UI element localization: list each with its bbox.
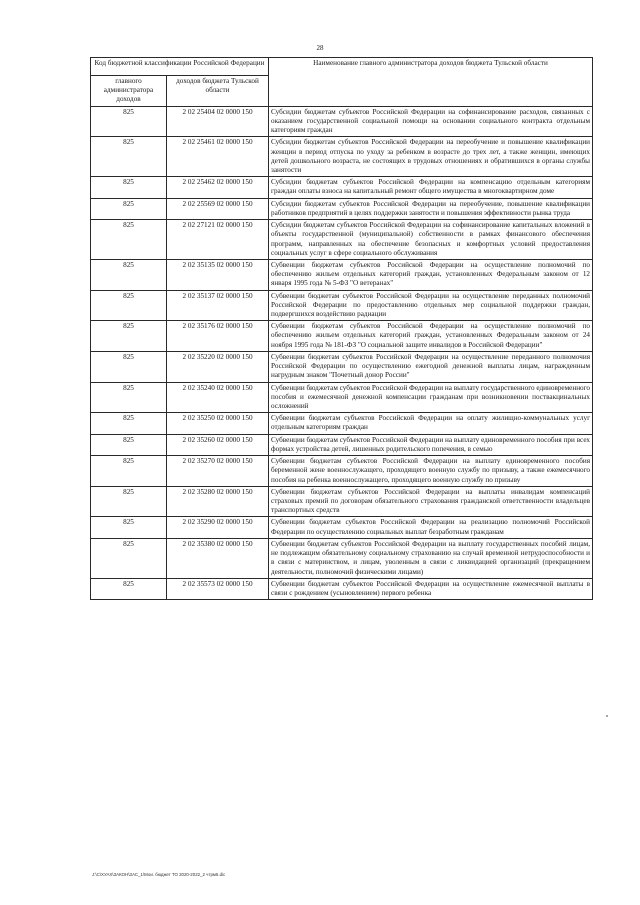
description-cell: Субвенции бюджетам субъектов Российской Федерации на выплаты инвалидам компенсаций страховых премий по договорам обязательного страхования гражданской ответственности владельцев транспортных средств <box>269 486 593 517</box>
revenue-code-cell: 2 02 25462 02 0000 150 <box>167 177 269 198</box>
description-cell: Субвенции бюджетам субъектов Российской Федерации на выплату государственного единовременного пособия и ежемесячной денежной компенсации гражданам при возникновении поствакцинальных осложнений <box>269 382 593 413</box>
header-name: Наименование главного администратора доходов бюджета Тульской области <box>269 58 593 107</box>
table-row <box>91 486 593 517</box>
revenue-code-cell: 2 02 25461 02 0000 150 <box>167 137 269 177</box>
table-row <box>91 578 593 599</box>
admin-code-cell: 825 <box>91 321 167 352</box>
budget-revenue-table <box>90 57 593 600</box>
description-cell: Субвенции бюджетам субъектов Российской Федерации на оплату жилищно-коммунальных услуг отдельным категориям граждан <box>269 413 593 434</box>
description-cell: Субсидии бюджетам субъектов Российской Федерации на софинансирование капитальных вложений в объекты государственной (муниципальной) собственности в рамках финансового обеспечения программ, направленных на обеспечение безопасных и комфортных условий предоставления социальных услуг в сфере социального обслуживания <box>269 220 593 260</box>
admin-code-cell: 825 <box>91 259 167 290</box>
admin-code-cell: 825 <box>91 220 167 260</box>
table-row <box>91 351 593 382</box>
table-row <box>91 106 593 137</box>
admin-code-cell: 825 <box>91 351 167 382</box>
table-row <box>91 137 593 177</box>
description-cell: Субвенции бюджетам субъектов Российской Федерации на осуществление полномочий по обеспечению жильем отдельных категорий граждан, установленных Федеральным законом от 12 января 1995 года № 5-ФЗ "О ветеранах" <box>269 259 593 290</box>
table-row <box>91 290 593 321</box>
revenue-code-cell: 2 02 35270 02 0000 150 <box>167 456 269 487</box>
table-row <box>91 434 593 455</box>
revenue-code-cell: 2 02 35250 02 0000 150 <box>167 413 269 434</box>
revenue-code-cell: 2 02 25404 02 0000 150 <box>167 106 269 137</box>
revenue-code-cell: 2 02 35176 02 0000 150 <box>167 321 269 352</box>
table-row <box>91 382 593 413</box>
revenue-code-cell: 2 02 35240 02 0000 150 <box>167 382 269 413</box>
admin-code-cell: 825 <box>91 578 167 599</box>
table-row <box>91 517 593 538</box>
admin-code-cell: 825 <box>91 538 167 578</box>
description-cell: Субсидии бюджетам субъектов Российской Федерации на переобучение и повышение квалификации женщин в период отпуска по уходу за ребенком в возрасте до трех лет, а также женщин, имеющих детей дошкольного возраста, не состоящих в трудовых отношениях и обратившихся в органы службы занятости <box>269 137 593 177</box>
table-row <box>91 413 593 434</box>
header-classification: Код бюджетной классификации Российской Федерации <box>91 58 269 76</box>
footer-file-path: J:\С\ХУАХ\ЗАКОН\ЗАС_1\Мои. бюджет ТО 2020-2022_2 чтрм5.dic <box>92 872 226 877</box>
description-cell: Субсидии бюджетам субъектов Российской Федерации на софинансирование расходов, связанных с оказанием государственной социальной помощи на основании социального контракта отдельным категориям граждан <box>269 106 593 137</box>
admin-code-cell: 825 <box>91 486 167 517</box>
header-admin: главного администратора доходов <box>91 76 167 107</box>
scan-mark <box>606 715 608 717</box>
revenue-code-cell: 2 02 35220 02 0000 150 <box>167 351 269 382</box>
table-row <box>91 538 593 578</box>
description-cell: Субвенции бюджетам субъектов Российской Федерации на осуществление переданных полномочий Российской Федерации по предоставлению отдельных мер социальной поддержки граждан, подвергшихся воздействию радиации <box>269 290 593 321</box>
revenue-code-cell: 2 02 35573 02 0000 150 <box>167 578 269 599</box>
description-cell: Субвенции бюджетам субъектов Российской Федерации на осуществление переданного полномочия Российской Федерации по осуществлению ежегодной денежной выплаты лицам, награжденным нагрудным знаком "Почетный донор России" <box>269 351 593 382</box>
revenue-code-cell: 2 02 35280 02 0000 150 <box>167 486 269 517</box>
revenue-code-cell: 2 02 35290 02 0000 150 <box>167 517 269 538</box>
description-cell: Субвенции бюджетам субъектов Российской Федерации на выплату государственных пособий лицам, не подлежащим обязательному социальному страхованию на случай временной нетрудоспособности и в связи с материнством, и лицам, уволенным в связи с ликвидацией организаций (прекращением деятельности, полномочий физическими лицами) <box>269 538 593 578</box>
revenue-code-cell: 2 02 35260 02 0000 150 <box>167 434 269 455</box>
table-row <box>91 220 593 260</box>
table-row <box>91 456 593 487</box>
description-cell: Субсидии бюджетам субъектов Российской Федерации на переобучение, повышение квалификации работников предприятий в целях поддержки занятости и повышения эффективности рынка труда <box>269 198 593 219</box>
description-cell: Субвенции бюджетам субъектов Российской Федерации на осуществление ежемесячной выплаты в связи с рождением (усыновлением) первого ребенка <box>269 578 593 599</box>
admin-code-cell: 825 <box>91 456 167 487</box>
description-cell: Субвенции бюджетам субъектов Российской Федерации на выплату единовременного пособия при всех формах устройства детей, лишенных родительского попечения, в семью <box>269 434 593 455</box>
description-cell: Субвенции бюджетам субъектов Российской Федерации на выплату единовременного пособия беременной жене военнослужащего, проходящего военную службу по призыву, а также ежемесячного пособия на ребенка военнослужащего, проходящего военную службу по призыву <box>269 456 593 487</box>
revenue-code-cell: 2 02 35137 02 0000 150 <box>167 290 269 321</box>
admin-code-cell: 825 <box>91 106 167 137</box>
revenue-code-cell: 2 02 35135 02 0000 150 <box>167 259 269 290</box>
table-row <box>91 259 593 290</box>
revenue-code-cell: 2 02 27121 02 0000 150 <box>167 220 269 260</box>
description-cell: Субвенции бюджетам субъектов Российской Федерации на реализацию полномочий Российской Федерации по осуществлению социальных выплат безработным гражданам <box>269 517 593 538</box>
table-row <box>91 177 593 198</box>
admin-code-cell: 825 <box>91 137 167 177</box>
description-cell: Субвенции бюджетам субъектов Российской Федерации на осуществление полномочий по обеспечению жильем отдельных категорий граждан, установленных Федеральным законом от 24 ноября 1995 года № 181-ФЗ "О социальной защите инвалидов в Российской Федерации" <box>269 321 593 352</box>
revenue-code-cell: 2 02 35380 02 0000 150 <box>167 538 269 578</box>
description-cell: Субсидии бюджетам субъектов Российской Федерации на компенсацию отдельным категориям граждан оплаты взноса на капитальный ремонт общего имущества в многоквартирном доме <box>269 177 593 198</box>
table-row <box>91 198 593 219</box>
admin-code-cell: 825 <box>91 382 167 413</box>
admin-code-cell: 825 <box>91 198 167 219</box>
admin-code-cell: 825 <box>91 517 167 538</box>
revenue-code-cell: 2 02 25569 02 0000 150 <box>167 198 269 219</box>
admin-code-cell: 825 <box>91 290 167 321</box>
table-row <box>91 321 593 352</box>
admin-code-cell: 825 <box>91 413 167 434</box>
admin-code-cell: 825 <box>91 177 167 198</box>
header-revenue: доходов бюджета Тульской области <box>167 76 269 107</box>
admin-code-cell: 825 <box>91 434 167 455</box>
page-number: 28 <box>316 44 324 52</box>
